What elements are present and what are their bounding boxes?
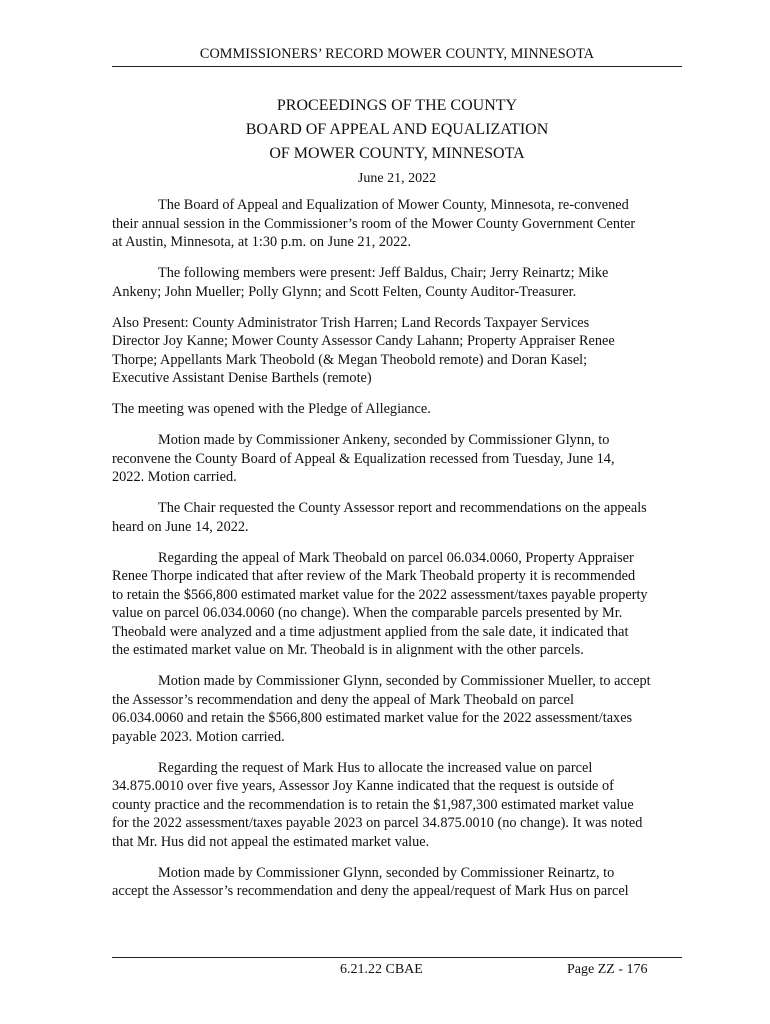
paragraph-line: 06.034.0060 and retain the $566,800 estimated market value for the 2022 assessment/taxes bbox=[112, 710, 633, 726]
paragraph bbox=[112, 672, 666, 746]
paragraph-line: payable 2023. Motion carried. bbox=[112, 728, 285, 745]
paragraph-line: The following members were present: Jeff Baldus, Chair; Jerry Reinartz; Mike bbox=[158, 265, 609, 281]
paragraph-line: to retain the $566,800 estimated market value for the 2022 assessment/taxes payable property bbox=[112, 586, 648, 603]
footer-page-number: Page ZZ - 176 bbox=[567, 962, 648, 977]
paragraph-line: Regarding the request of Mark Hus to allocate the increased value on parcel bbox=[158, 759, 593, 776]
paragraph-line: Thorpe; Appellants Mark Theobold (& Megan Theobold remote) and Doran Kasel; bbox=[112, 351, 588, 368]
footer-document-code: 6.21.22 CBAE bbox=[340, 962, 423, 977]
paragraph-line: Regarding the appeal of Mark Theobald on parcel 06.034.0060, Property Appraiser bbox=[158, 549, 634, 566]
paragraph-line: Motion made by Commissioner Glynn, seconded by Commissioner Reinartz, to bbox=[158, 864, 615, 881]
paragraph bbox=[112, 431, 666, 487]
title-line-2: BOARD OF APPEAL AND EQUALIZATION bbox=[245, 121, 549, 138]
paragraph-line: Theobald were analyzed and a time adjustment applied from the sale date, it indicated that bbox=[112, 623, 629, 640]
header-divider bbox=[112, 66, 682, 67]
paragraph-line: heard on June 14, 2022. bbox=[112, 518, 249, 535]
paragraph-line: Renee Thorpe indicated that after review of the Mark Theobald property it is recommended bbox=[112, 568, 636, 584]
footer-divider bbox=[112, 957, 682, 958]
paragraph bbox=[112, 549, 666, 660]
running-header: COMMISSIONERS’ RECORD MOWER COUNTY, MINNESOTA bbox=[199, 46, 595, 62]
title-line-1: PROCEEDINGS OF THE COUNTY bbox=[276, 97, 518, 114]
paragraph bbox=[112, 400, 666, 419]
paragraph-line: Executive Assistant Denise Barthels (remote) bbox=[112, 370, 372, 386]
paragraph bbox=[112, 264, 666, 301]
paragraph-line: accept the Assessor’s recommendation and deny the appeal/request of Mark Hus on parcel bbox=[112, 883, 629, 899]
meeting-date: June 21, 2022 bbox=[357, 171, 437, 186]
paragraph-line: Ankeny; John Mueller; Polly Glynn; and Scott Felten, County Auditor-Treasurer. bbox=[112, 283, 577, 300]
paragraph-line: that Mr. Hus did not appeal the estimated market value. bbox=[112, 833, 430, 850]
paragraph bbox=[112, 314, 666, 388]
paragraph-line: value on parcel 06.034.0060 (no change). When the comparable parcels presented by Mr. bbox=[112, 605, 623, 621]
document-title bbox=[112, 94, 682, 166]
paragraph-line: Motion made by Commissioner Ankeny, seconded by Commissioner Glynn, to bbox=[158, 432, 610, 448]
paragraph-line: their annual session in the Commissioner’s room of the Mower County Government Center bbox=[112, 215, 636, 232]
title-line-3: OF MOWER COUNTY, MINNESOTA bbox=[269, 145, 525, 162]
paragraph bbox=[112, 864, 666, 901]
paragraph-line: Also Present: County Administrator Trish Harren; Land Records Taxpayer Services bbox=[112, 314, 590, 331]
paragraph-line: for the 2022 assessment/taxes payable 2023 on parcel 34.875.0010 (no change). It was noted bbox=[112, 815, 643, 831]
paragraph-line: 34.875.0010 over five years, Assessor Joy Kanne indicated that the request is outside of bbox=[112, 778, 614, 794]
paragraph-line: the estimated market value on Mr. Theobald is in alignment with the other parcels. bbox=[112, 642, 584, 658]
paragraph-line: Motion made by Commissioner Glynn, seconded by Commissioner Mueller, to accept bbox=[158, 673, 651, 689]
paragraph-line: 2022. Motion carried. bbox=[112, 469, 237, 485]
paragraph-line: The meeting was opened with the Pledge of Allegiance. bbox=[112, 401, 431, 417]
paragraph-line: county practice and the recommendation is to retain the $1,987,300 estimated market value bbox=[112, 796, 634, 813]
document-body bbox=[112, 196, 666, 913]
paragraph-line: at Austin, Minnesota, at 1:30 p.m. on June 21, 2022. bbox=[112, 234, 412, 250]
paragraph-line: The Board of Appeal and Equalization of Mower County, Minnesota, re-convened bbox=[158, 197, 629, 213]
paragraph bbox=[112, 499, 666, 536]
paragraph bbox=[112, 196, 666, 252]
paragraph bbox=[112, 759, 666, 852]
paragraph-line: the Assessor’s recommendation and deny the appeal of Mark Theobald on parcel bbox=[112, 691, 574, 708]
paragraph-line: The Chair requested the County Assessor report and recommendations on the appeals bbox=[158, 500, 647, 516]
paragraph-line: reconvene the County Board of Appeal & Equalization recessed from Tuesday, June 14, bbox=[112, 450, 615, 467]
paragraph-line: Director Joy Kanne; Mower County Assessor Candy Lahann; Property Appraiser Renee bbox=[112, 333, 615, 349]
